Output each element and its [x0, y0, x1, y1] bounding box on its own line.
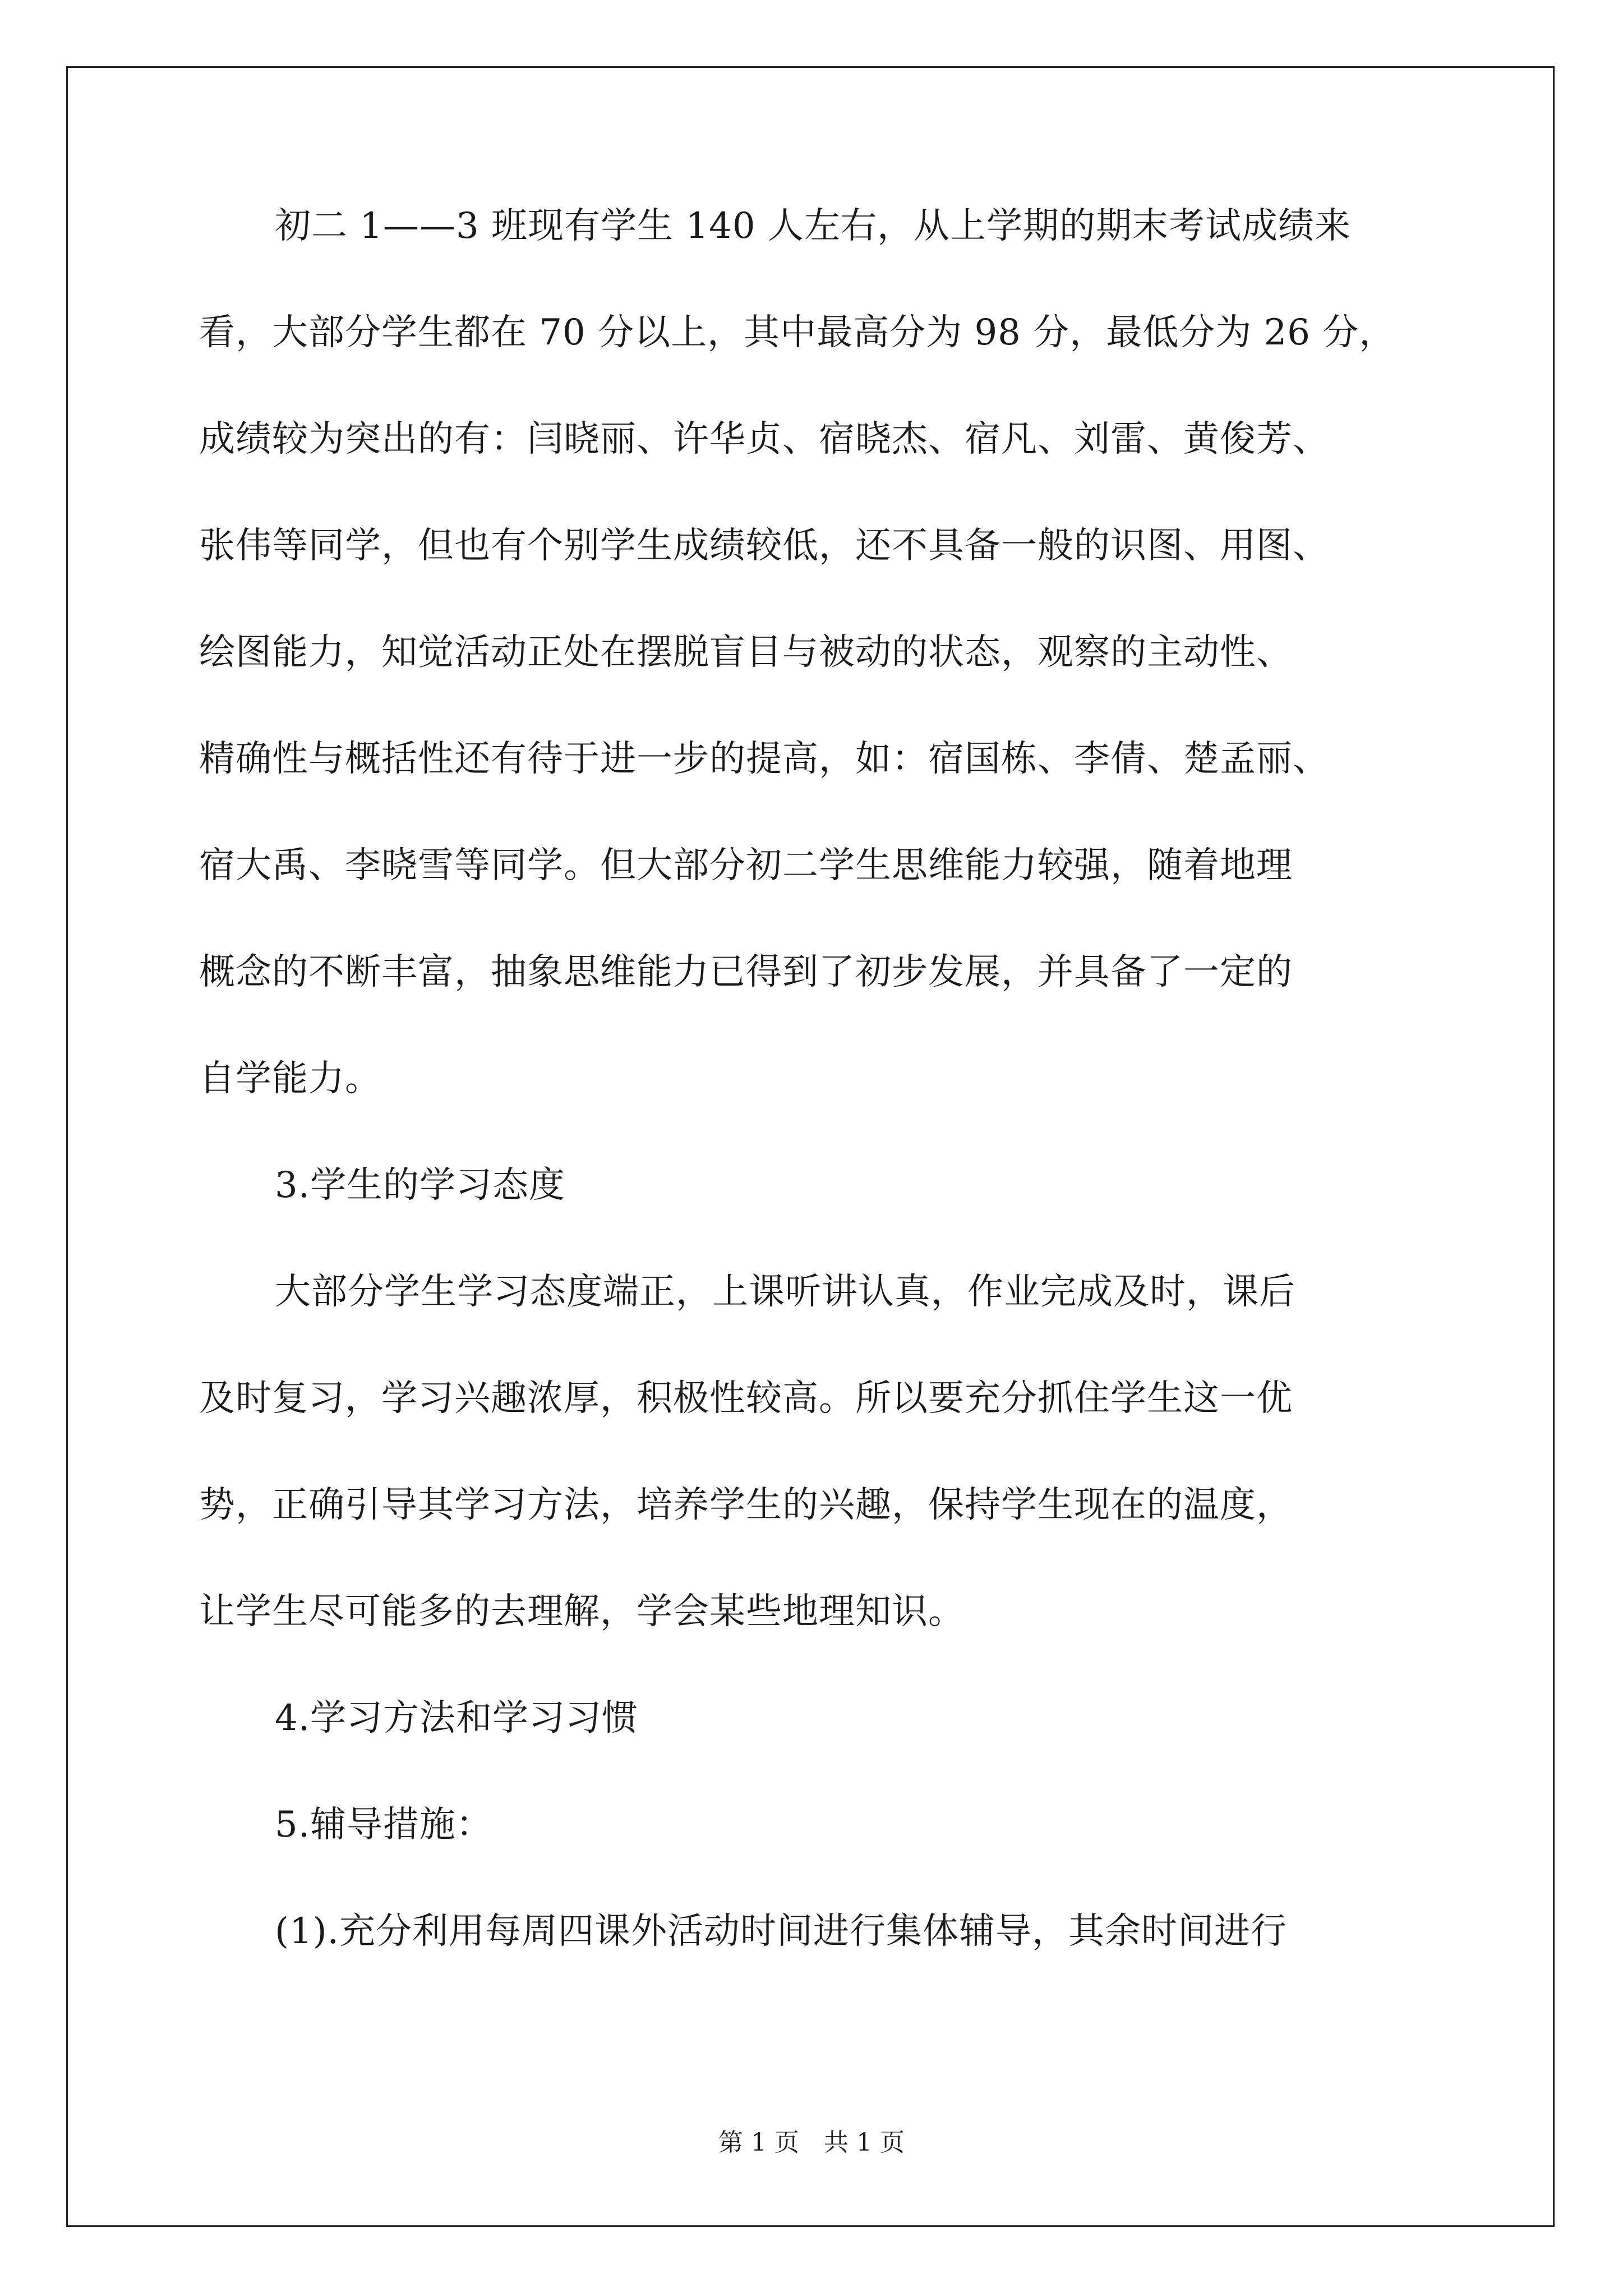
page-border	[66, 66, 1555, 2227]
page-footer: 第 1 页 共 1 页	[718, 2128, 905, 2157]
text-line: 势，正确引导其学习方法，培养学生的兴趣，保持学生现在的温度，	[199, 1484, 1293, 1526]
text-line: 大部分学生学习态度端正，上课听讲认真，作业完成及时，课后	[275, 1271, 1295, 1313]
text-line: 初二 1——3 班现有学生 140 人左右，从上学期的期末考试成绩来	[275, 205, 1351, 247]
list-item: (1).充分利用每周四课外活动时间进行集体辅导，其余时间进行	[275, 1911, 1287, 1952]
text-line: 让学生尽可能多的去理解，学会某些地理知识。	[199, 1591, 965, 1632]
section-heading: 4.学习方法和学习习惯	[275, 1697, 639, 1739]
text-line: 及时复习，学习兴趣浓厚，积极性较高。所以要充分抓住学生这一优	[199, 1378, 1293, 1419]
text-line: 宿大禹、李晓雪等同学。但大部分初二学生思维能力较强，随着地理	[199, 845, 1293, 886]
text-line: 精确性与概括性还有待于进一步的提高，如：宿国栋、李倩、楚孟丽、	[199, 738, 1329, 780]
text-line: 成绩较为突出的有：闫晓丽、许华贞、宿晓杰、宿凡、刘雷、黄俊芳、	[199, 418, 1329, 460]
section-heading: 5.辅导措施：	[275, 1804, 493, 1846]
text-line: 概念的不断丰富，抽象思维能力已得到了初步发展，并具备了一定的	[199, 951, 1293, 993]
text-line: 看，大部分学生都在 70 分以上，其中最高分为 98 分，最低分为 26 分，	[199, 312, 1396, 353]
text-line: 自学能力。	[199, 1058, 381, 1099]
text-line: 张伟等同学，但也有个别学生成绩较低，还不具备一般的识图、用图、	[199, 525, 1329, 567]
section-heading: 3.学生的学习态度	[275, 1165, 566, 1206]
text-line: 绘图能力，知觉活动正处在摆脱盲目与被动的状态，观察的主动性、	[199, 632, 1293, 673]
